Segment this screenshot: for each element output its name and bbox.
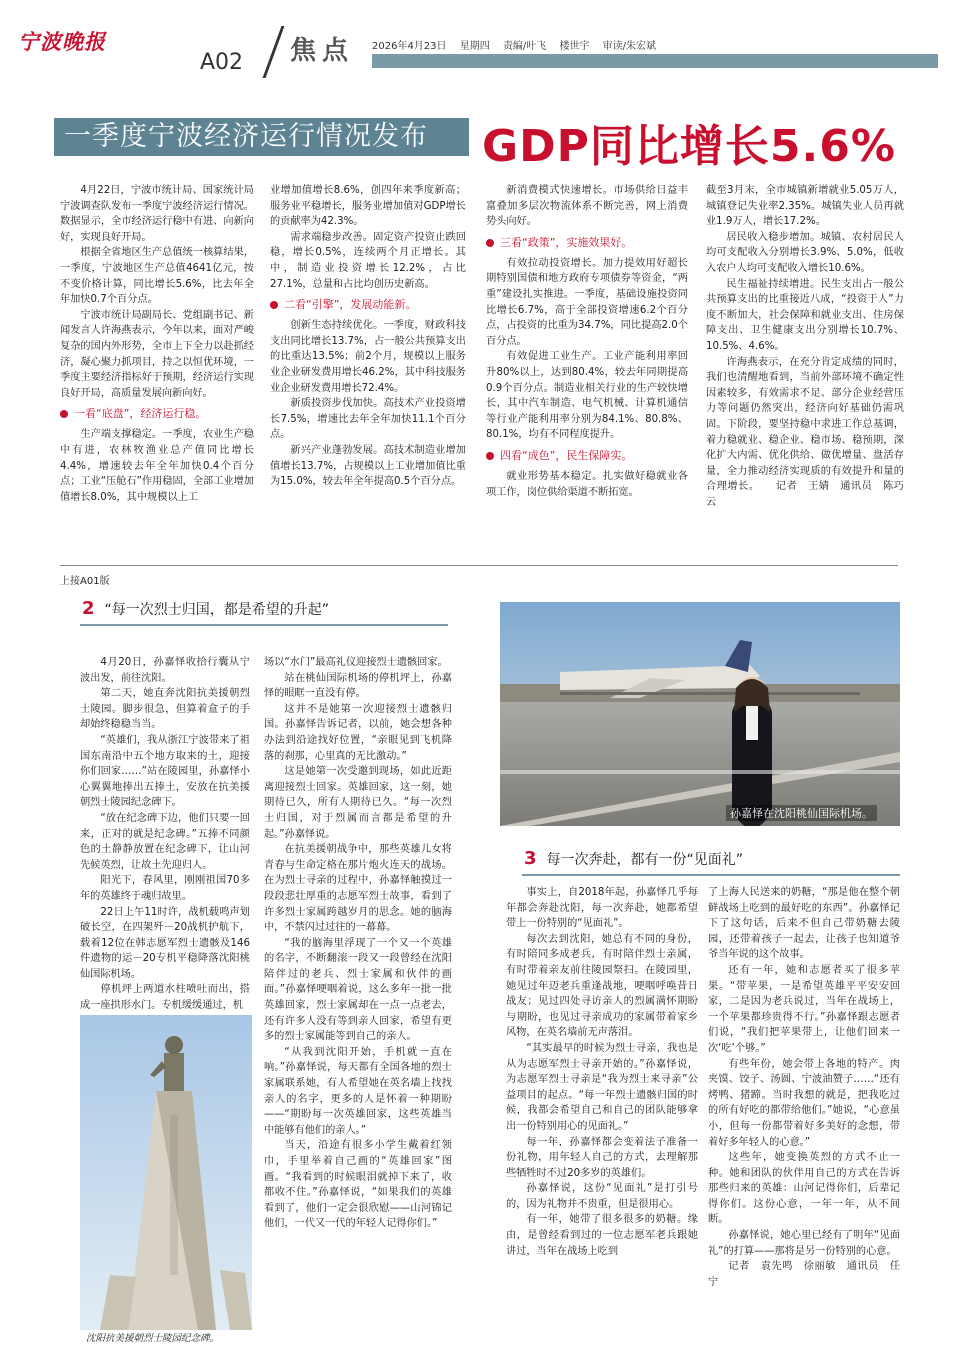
paragraph: 许海燕表示，在充分肯定成绩的同时，我们也清醒地看到，当前外部环境不确定性因素较多，有效需求不足、部分企业经营压力等问题仍然突出，经济向好基础仍需巩固。下阶段，要坚持稳中求进工作总基调，着力稳就业、稳企业、稳市场、稳预期，深化扩大内需、优化供给、做优增量、盘活存量，全力推动经济实现质的有效提升和量的合理增长。 记者 王婧 通讯员 陈巧云 [706, 356, 904, 508]
article-column-3 [486, 183, 688, 500]
subhead-2 [82, 598, 329, 619]
paragraph: 这是她第一次受邀到现场，如此近距离迎接烈士回家。英雄回家，这一刻，她期待已久，所有人期待已久。“每一次烈士归国，对于烈属而言都是希望的升起。”孙嘉怿说。 [264, 766, 452, 840]
paragraph: 每次去到沈阳，她总有不同的身份，有时陪同多成老兵，有时陪伴烈士亲属，有时带着亲友前往陵园祭扫。在陵园里，她见过年迈老兵重逢战地，哽咽呼唤昔日战友；见过四处寻访亲人的烈属满怀期盼与期盼，也见过寻亲成功的家属带着家乡风物，在英名墙前无声落泪。 [506, 933, 698, 1039]
monument-image [80, 1015, 252, 1330]
airport-photo [500, 602, 900, 826]
paragraph: 民生福祉持续增进。民生支出占一般公共预算支出的比重接近八成，“投资于人”力度不断加大，社会保障和就业支出、住房保障支出、卫生健康支出分别增长10.7%、10.5%、4.6%。 [706, 278, 904, 352]
paragraph: “英雄们，我从浙江宁波带来了祖国东南沿中五个地方取来的土，迎接你们回家……”站在陵园里，孙嘉怿小心翼翼地捧出五捧土，安放在抗美援朝烈士陵园纪念碑下。 [80, 734, 250, 809]
paragraph: 业增加值增长8.6%，创四年来季度新高；服务业平稳增长，服务业增加值对GDP增长的贡献率为42.3%。 [270, 185, 466, 228]
paragraph: 了上海人民送来的奶糖，“那是他在整个朝鲜战场上吃到的最好吃的东西”。孙嘉怿记下了这句话，后来不但自己带奶糖去陵园，还带着孩子一起去，让孩子也知道爷爷当年说的这个故事。 [708, 887, 900, 961]
paragraph: 记者 袁先鸣 徐丽敏 通讯员 任宁 [708, 1261, 900, 1288]
paragraph: 有些年份，她会带上各地的特产。肉夹馍、饺子、汤圆、宁波油赞子……“还有烤鸭、猪蹄。当时我想的就是，把我吃过的所有好吃的都带给他们。”她说，“心意虽小，但每一份都带着好多美好的念想，带着好多年轻人的心意。” [708, 1058, 900, 1148]
section-title: 焦点 [290, 36, 355, 66]
paragraph: 截至3月末，全市城镇新增就业5.05万人，城镇登记失业率2.35%。城镇失业人员再就业1.9万人，增长17.2%。 [706, 185, 904, 228]
paragraph: “放在纪念碑下边，他们只要一回来，正对的就是纪念碑。”五捧不同颜色的土静静放置在纪念碑下，让山河先候英烈，让故土先迎归人。 [80, 812, 250, 871]
paragraph: 第二天，她直奔沈阳抗美援朝烈士陵园。脚步很急，但算着盒子的手却始终稳稳当当。 [80, 688, 250, 731]
paragraph: 有效促进工业生产。工业产能利用率回升80%以上，达到80.4%，较去年同期提高0.9个百分点。制造业相关行业的生产较快增长，其中汽车制造、电气机械、计算机通信等行业产能利用率分别为84.1%、80.8%、80.1%，均有不同程度提升。 [486, 351, 688, 441]
subheading [486, 234, 688, 252]
headline-main: 一季度宁波经济运行情况发布 [54, 118, 469, 156]
paragraph: 这些年，她变换英烈的方式不止一种。她和团队的伙伴用自己的方式在告诉那些归来的英雄：山河记得你们，后辈记得你们。这份心意，一年一年，从不间断。 [708, 1152, 900, 1226]
paragraph: 生产端支撑稳定。一季度，农业生产稳中有进，农林牧渔业总产值同比增长4.4%，增速较去年全年加快0.4个百分点；工业“压舱石”作用稳固，全部工业增加值增长8.0%，其中规模以上工 [60, 429, 254, 503]
subheading-text: 三看“政策”，实施效果好。 [500, 235, 633, 249]
paragraph: 创新生态持续优化。一季度，财政科技支出同比增长13.7%，占一般公共预算支出的比重达13.5%；前2个月，规模以上服务业企业研发费用增长46.2%，其中科技服务业企业研发费用增长72.4%。 [270, 320, 466, 394]
subhead-3-title: 每一次奔赴，都有一份“见面礼” [546, 852, 744, 868]
subheading [60, 405, 254, 423]
paragraph: 宁波市统计局副局长、党组副书记、新闻发言人许海燕表示，今年以来，面对严峻复杂的国内外形势，全市上下全力以赴抓经济，凝心聚力抓项目，持之以恒优环境，一季度主要经济指标好于预期，经济运行实现良好开局，高质量发展向新向好。 [60, 309, 254, 399]
paragraph: 每一年，孙嘉怿都会变着法子准备一份礼物，用年轻人自己的方式，去理解那些牺牲时不过20多岁的英雄们。 [506, 1136, 698, 1179]
paragraph: “我的脑海里浮现了一个又一个英雄的名字，不断翻滚一段又一段曾经在沈阳陪伴过的老兵、烈士家属和伙伴的画面。”孙嘉怿哽咽着说，这么多年一批一批英雄回家，烈士家属却在一点一点老去，还有许多人没有等到亲人回家，希望有更多的烈士家属能等到自己的亲人。 [264, 937, 452, 1043]
page-number: A02 [200, 50, 244, 75]
paragraph: 在抗美援朝战争中，那些英雄儿女将青春与生命定格在那片炮火连天的战场。在为烈士寻亲的过程中，孙嘉怿触摸过一段段悲壮厚重的志愿军烈士故事，看到了许多烈士家属跨越岁月的思念。她的脑海中，不禁闪过过往的一幕幕。 [264, 844, 452, 934]
paragraph: 新质投资步伐加快。高技术产业投资增长7.5%，增速比去年全年加快11.1个百分点。 [270, 398, 466, 441]
photo-2-caption: 沈阳抗美援朝烈士陵园纪念碑。 [86, 1333, 220, 1344]
subhead-2-rule [80, 624, 448, 626]
paragraph: 事实上，自2018年起，孙嘉怿几乎每年都会奔赴沈阳，每一次奔赴，她都希望带上一份特别的“见面礼”。 [506, 887, 698, 930]
paragraph: 就业形势基本稳定。扎实做好稳就业各项工作，岗位供给渠道不断拓宽。 [486, 470, 688, 498]
subhead-3-number: 3 [524, 848, 537, 869]
paragraph: 4月20日，孙嘉怿收拾行囊从宁波出发，前往沈阳。 [80, 657, 250, 684]
subheading-text: 一看“底盘”，经济运行稳。 [74, 407, 207, 421]
subheading [270, 296, 466, 314]
paragraph: 新消费模式快速增长。市场供给日益丰富叠加多层次物流体系不断完善，网上消费势头向好。 [486, 185, 688, 228]
newspaper-logo: 宁波晚报 [18, 29, 106, 54]
issue-weekday: 星期四 [459, 41, 490, 52]
paragraph: 孙嘉怿说，她心里已经有了明年“见面礼”的打算——那将是另一份特别的心意。 [708, 1230, 900, 1257]
subheading-text: 四看“成色”，民生保障实。 [500, 448, 633, 462]
bullet-icon [486, 239, 494, 247]
masthead-divider [263, 26, 285, 78]
editor-credit: 责编/叶飞 [502, 41, 547, 52]
section-divider [60, 565, 898, 566]
subheading [486, 447, 688, 465]
paragraph: 22日上午11时许，战机载鸣声划破长空，在四架歼－20战机护航下，载着12位在韩志愿军烈士遗骸及146件遗物的运－20专机平稳降落沈阳桃仙国际机场。 [80, 906, 250, 980]
paragraph: 需求端稳步改善。固定资产投资止跌回稳，增长0.5%，连续两个月正增长。其中，制造业投资增长12.2%，占比27.1%，总量和占比均创历史新高。 [270, 231, 466, 290]
masthead-bar [372, 54, 938, 68]
paragraph: 这并不是她第一次迎接烈士遗骸归国。孙嘉怿告诉记者，以前，她会想各种办法到沿途找好位置，“亲眼见到飞机降落的刹那，心里真的无比激动。” [264, 703, 452, 762]
paragraph: 新兴产业蓬勃发展。高技术制造业增加值增长13.7%，占规模以上工业增加值比重为15.0%，较去年全年提高0.5个百分点。 [270, 444, 466, 488]
subhead-2-title: “每一次烈士归国，都是希望的升起” [104, 602, 330, 618]
story-column-4 [708, 885, 900, 1290]
article-column-1 [60, 183, 254, 505]
paragraph: 阳光下，春风里，刚刚祖国70多年的英雄终于魂归故里。 [80, 875, 250, 902]
paragraph: 有效拉动投资增长。加力提效用好超长期特别国债和地方政府专项债券等资金，“两重”建设扎实推进。一季度，基础设施投资同比增长6.7%，高于全部投资增速6.2个百分点，占投资的比重为34.7%，同比提高2.0个百分点。 [486, 257, 688, 347]
paragraph: 当天，沿途有很多小学生戴着红领巾，手里举着自己画的“英雄回家”图画。“我看到的时候眼泪就掉下来了，收都收不住。”孙嘉怿说，“如果我们的英雄看到了，他们一定会很欣慰——山河锦记他们，一代又一代的年轻人记得你们。” [264, 1140, 452, 1230]
airport-scene-image [500, 602, 900, 826]
proof-credit: 审读/朱宏斌 [602, 41, 657, 52]
bullet-icon [486, 452, 494, 460]
designer-credit: 楼世宇 [559, 41, 590, 52]
continued-label: 上接A01版 [60, 576, 110, 587]
paragraph: 居民收入稳步增加。城镇、农村居民人均可支配收入分别增长3.9%、5.0%，低收入农户人均可支配收入增长10.6%。 [706, 231, 904, 274]
paragraph: 场以“水门”最高礼仪迎接烈士遗骸回家。 [264, 657, 448, 668]
subhead-3-rule [522, 874, 900, 876]
issue-date: 2026年4月23日 [372, 41, 447, 52]
story-column-2 [264, 655, 452, 1232]
story-column-3 [506, 885, 698, 1259]
subheading-text: 二看“引擎”，发展动能新。 [284, 298, 417, 312]
paragraph: “其实最早的时候为烈士寻亲，我也是从为志愿军烈士寻亲开始的。”孙嘉怿说，为志愿军烈士寻亲是“我为烈士来寻亲”公益项目的起点。“每一年烈士遗骸归国的时候，我都会希望自己和自己的团队能够拿出一份特别用心的见面礼。” [506, 1042, 698, 1132]
paragraph: 有一年，她带了很多很多的奶糖。缘由，是曾经看到过的一位志愿军老兵跟她讲过，当年在战场上吃到 [506, 1214, 698, 1257]
bullet-icon [60, 410, 68, 418]
paragraph: 4月22日，宁波市统计局、国家统计局宁波调查队发布一季度宁波经济运行情况。数据显示，全市经济运行稳中有进、向新向好，实现良好开局。 [60, 185, 254, 243]
monument-photo [80, 1015, 252, 1330]
subhead-2-number: 2 [82, 598, 95, 619]
masthead-meta [372, 37, 666, 52]
headline-gdp: GDP同比增长5.6% [482, 121, 896, 172]
article-column-2 [270, 183, 466, 490]
paragraph: 孙嘉怿说，这份“见面礼”是打引号的，因为礼物并不贵重，但是很用心。 [506, 1183, 698, 1210]
paragraph: 根据全省地区生产总值统一核算结果，一季度，宁波地区生产总值4641亿元，按不变价格计算，同比增长5.6%，比去年全年加快0.7个百分点。 [60, 247, 254, 306]
story-column-1 [80, 655, 250, 1014]
paragraph: 还有一年，她和志愿者买了很多苹果。“带苹果，一是希望英雄平平安安回家，二是因为老兵说过，当年在战场上，一个苹果都珍贵得不行。”孙嘉怿跟志愿者们说，“我们把苹果带上，让他们回来一次‘吃’个够。” [708, 964, 900, 1054]
photo-1-caption: 孙嘉怿在沈阳桃仙国际机场。 [726, 805, 877, 821]
article-column-4 [706, 183, 904, 510]
paragraph: 停机坪上两道水柱喷吐而出，搭成一座拱形水门。专机缓缓通过，机 [80, 984, 250, 1012]
subhead-3 [524, 848, 743, 869]
paragraph: 站在桃仙国际机场的停机坪上，孙嘉怿的眼眶一直没有停。 [264, 672, 452, 700]
bullet-icon [270, 301, 278, 309]
paragraph: “从我到沈阳开始，手机就一直在响。”孙嘉怿说，每天都有全国各地的烈士家属联系她，有人希望她在英名墙上找找亲人的名字，更多的人是怀着一种期盼——“期盼每一次英雄回家，这些英雄当中能够有他们的亲人。” [264, 1046, 452, 1136]
